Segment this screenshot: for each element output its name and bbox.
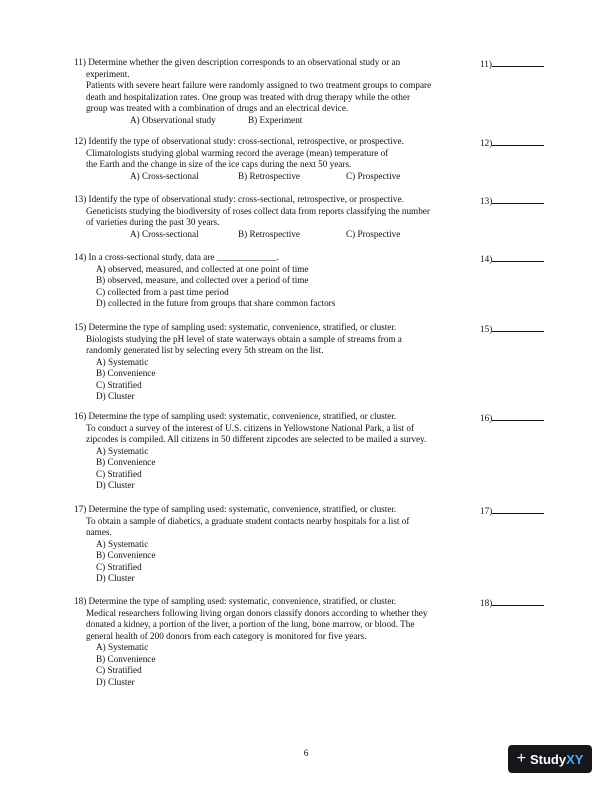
answer-slot-18[interactable]: 18) <box>480 596 544 608</box>
option-a[interactable]: A) Systematic <box>96 356 149 367</box>
option-d[interactable]: D) Cluster <box>96 391 135 401</box>
option-a[interactable]: A) Systematic <box>96 538 149 549</box>
option-c[interactable]: C) collected from a past time period <box>96 286 229 297</box>
option-b[interactable]: B) Convenience <box>96 653 156 664</box>
answer-blank[interactable] <box>492 322 544 332</box>
question-body-line: To obtain a sample of diabetics, a graduate student contacts nearby hospitals for a list of <box>86 515 410 526</box>
question-16 <box>74 411 474 492</box>
question-stem: 18) Determine the type of sampling used: systematic, convenience, stratified, or cluster. <box>74 596 397 606</box>
answer-blank[interactable] <box>492 596 544 606</box>
answer-choices-row <box>74 171 474 183</box>
answer-blank[interactable] <box>492 57 544 67</box>
question-body-line: of varieties during the past 30 years. <box>86 217 220 227</box>
option-d[interactable]: D) Cluster <box>96 480 135 490</box>
question-stem: 13) Identify the type of observational study: cross-sectional, retrospective, or prospective. <box>74 194 404 204</box>
option-d[interactable]: D) collected in the future from groups that share common factors <box>96 298 336 308</box>
question-11 <box>74 57 474 126</box>
question-body-line: randomly generated list by selecting every 5th stream on the list. <box>86 345 324 355</box>
answer-slot-17[interactable]: 17) <box>480 504 544 516</box>
option-d[interactable]: D) Cluster <box>96 676 135 687</box>
answer-blank[interactable] <box>492 504 544 514</box>
option-b[interactable]: B) Convenience <box>96 368 156 378</box>
answer-slot-15[interactable]: 15) <box>480 322 544 334</box>
question-body-line: Patients with severe heart failure were randomly assigned to two treatment groups to compare <box>86 80 432 90</box>
answer-choices-row <box>74 229 474 241</box>
question-body-line: Biologists studying the pH level of state waterways obtain a sample of streams from a <box>86 333 402 344</box>
question-17 <box>74 504 474 585</box>
option-c[interactable]: C) Stratified <box>96 665 142 675</box>
page-number: 6 <box>303 748 309 758</box>
answer-blank[interactable] <box>492 411 544 421</box>
question-body-line: zipcodes is compiled. All citizens in 50 different zipcodes are selected to be mailed a survey. <box>86 434 427 444</box>
answer-blank[interactable] <box>492 136 544 146</box>
answer-choices-row <box>74 115 474 127</box>
answer-blank[interactable] <box>492 194 544 204</box>
choice-a[interactable]: A) Cross-sectional <box>130 228 199 239</box>
question-body-line: the Earth and the change in size of the ice caps during the next 50 years. <box>86 159 352 169</box>
question-18 <box>74 596 474 688</box>
question-14 <box>74 252 474 310</box>
question-body-line: general health of 200 donors from each category is monitored for five years. <box>86 630 367 641</box>
question-stem: 11) Determine whether the given description corresponds to an observational study or an <box>74 57 401 67</box>
question-body-line: death and hospitalization rates. One group was treated with drug therapy while the other <box>86 91 411 102</box>
question-stem: 12) Identify the type of observational study: cross-sectional, retrospective, or prospective. <box>74 136 404 146</box>
answer-slot-16[interactable]: 16) <box>480 411 544 423</box>
option-a[interactable]: A) Systematic <box>96 642 149 652</box>
answer-blank[interactable] <box>492 252 544 262</box>
question-13 <box>74 194 474 240</box>
option-c[interactable]: C) Stratified <box>96 561 142 572</box>
choice-c[interactable]: C) Prospective <box>346 228 401 239</box>
question-body-line: donated a kidney, a portion of the liver, a portion of the lung, bone marrow, or blood. The <box>86 619 415 629</box>
question-stem: 17) Determine the type of sampling used: systematic, convenience, stratified, or cluster. <box>74 504 397 514</box>
option-a[interactable]: A) Systematic <box>96 445 149 456</box>
choice-a[interactable]: A) Observational study <box>130 114 216 125</box>
question-12 <box>74 136 474 182</box>
choice-b[interactable]: B) Retrospective <box>238 170 300 181</box>
option-b[interactable]: B) Convenience <box>96 457 156 467</box>
option-c[interactable]: C) Stratified <box>96 379 142 390</box>
question-body-line: Geneticists studying the biodiversity of roses collect data from reports classifying the number <box>86 205 430 216</box>
answer-slot-14[interactable]: 14) <box>480 252 544 264</box>
question-stem: 15) Determine the type of sampling used: systematic, convenience, stratified, or cluster. <box>74 322 397 332</box>
plus-icon: + <box>516 750 526 767</box>
question-stem: 16) Determine the type of sampling used: systematic, convenience, stratified, or cluster. <box>74 411 397 421</box>
choice-c[interactable]: C) Prospective <box>346 170 401 181</box>
option-b[interactable]: B) Convenience <box>96 550 156 560</box>
studyxy-logo[interactable]: + Study XY <box>508 745 592 773</box>
option-a[interactable]: A) observed, measured, and collected at one point of time <box>96 263 309 274</box>
question-body-line: experiment. <box>86 68 130 79</box>
question-stem: 14) In a cross-sectional study, data are _____________. <box>74 252 279 262</box>
question-15 <box>74 322 474 403</box>
option-c[interactable]: C) Stratified <box>96 468 142 479</box>
question-body-line: Climatologists studying global warming record the average (mean) temperature of <box>86 147 389 158</box>
option-d[interactable]: D) Cluster <box>96 573 135 583</box>
choice-b[interactable]: B) Retrospective <box>238 228 300 239</box>
answer-slot-12[interactable]: 12) <box>480 136 544 148</box>
choice-b[interactable]: B) Experiment <box>248 114 303 125</box>
question-body-line: group was treated with a combination of drugs and an electrical device. <box>86 103 349 113</box>
choice-a[interactable]: A) Cross-sectional <box>130 170 199 181</box>
question-body-line: Medical researchers following living organ donors classify donors according to whether they <box>86 607 428 618</box>
answer-slot-11[interactable]: 11) <box>480 57 544 69</box>
question-body-line: To conduct a survey of the interest of U.S. citizens in Yellowstone National Park, a list of <box>86 422 415 433</box>
option-b[interactable]: B) observed, measure, and collected over a period of time <box>96 275 309 285</box>
answer-slot-13[interactable]: 13) <box>480 194 544 206</box>
question-body-line: names. <box>86 527 112 537</box>
